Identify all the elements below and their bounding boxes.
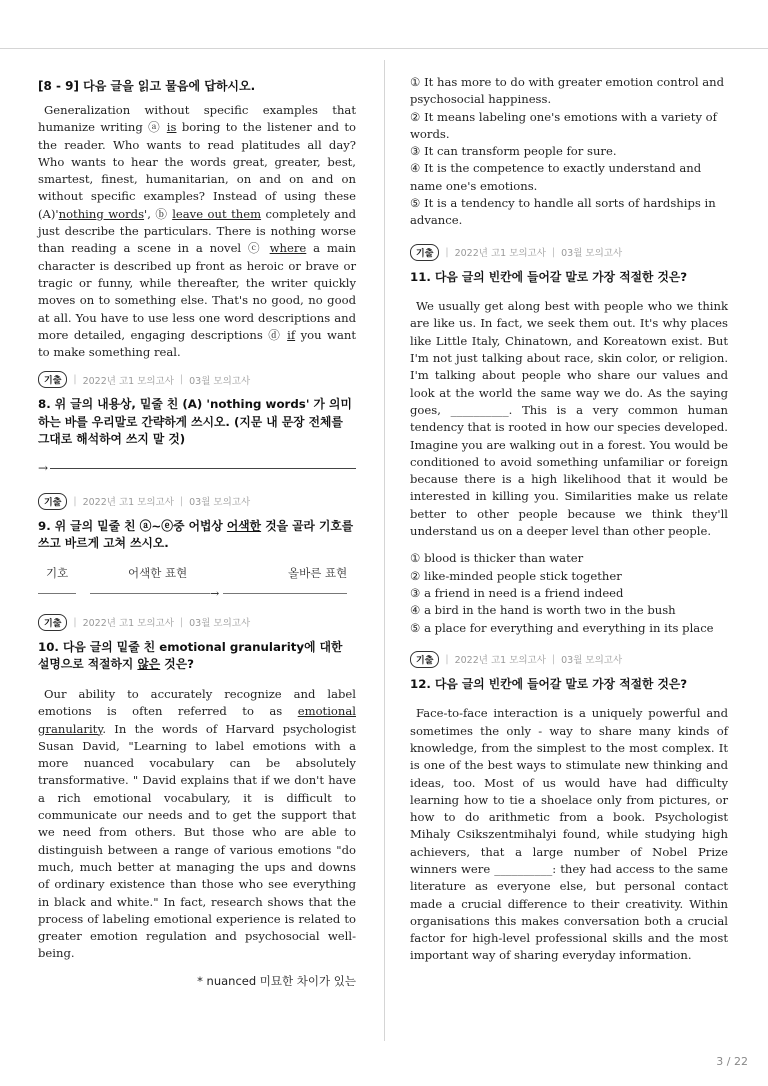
option[interactable]: ③ It can transform people for sure. [410,144,617,159]
option[interactable]: ③ a friend in need is a friend indeed [410,585,624,600]
option[interactable]: ⑤ a place for everything and everything in its place [410,620,714,635]
passage-12: Face-to-face interaction is a uniquely powerful and sometimes the only - way to share many kinds of knowledge, from the simplest to the most complex. It is one of the best ways to stimulate new thinking and ideas, too. Most of us would have had difficulty learning how to tie a shoelace only from pictures, or how to do arithmetic from a book. Psychologist Mihaly Csikszentmihalyi found, while studying high achievers, that a large number of Nobel Prize winners were __________: they had access to the same literature as everyone else, but personal contact made a crucial difference to their creativity. Within organisations this makes conversation both a crucial factor for high-level professional skills and the most important way of sharing everyday information. [410,706,728,963]
passage-11: We usually get along best with people who we think are like us. In fact, we seek them out. It's why places like Little Italy, Chinatown, and Koreatown exist. But I'm not just talking about race, skin color, or religion. I'm talking about people who share our values and look at the world the same way we do. As the saying goes, __________. This is a very common human tendency that is rooted in how our species developed. Imagine you are walking out in a forest. You would be conditioned to avoid something unfamiliar or foreign because there is a high likelihood that it would be interested in killing you. Similarities make us relate better to other people because we think they'll understand us on a deeper level than other people. [410,299,728,539]
q11-options [410,550,728,636]
option[interactable]: ② like-minded people stick together [410,568,622,583]
option[interactable]: ⑤ It is a tendency to handle all sorts of hardships in advance. [410,196,716,228]
question-10-title: 10. 다음 글의 밑줄 친 emotional granularity에 대한 설명으로 적절하지 않은 것은? [38,639,343,672]
tag-badge: 기출 [38,371,67,388]
question-11-title: 11. 다음 글의 빈칸에 들어갈 말로 가장 적절한 것은? [410,269,688,284]
question-12-title: 12. 다음 글의 빈칸에 들어갈 말로 가장 적절한 것은? [410,676,688,691]
source-tag: 기출 | 2022년 고1 모의고사 | 03월 모의고사 [38,493,356,510]
header-rule [0,48,768,49]
tag-badge: 기출 [410,651,439,668]
page-number: 3 / 22 [716,1055,748,1068]
tag-badge: 기출 [38,493,67,510]
source-tag: 기출 | 2022년 고1 모의고사 | 03월 모의고사 [410,651,728,668]
option[interactable]: ① It has more to do with greater emotion control and psychosocial happiness. [410,75,725,107]
option[interactable]: ① blood is thicker than water [410,551,584,566]
q9-column-headers: 기호 어색한 표현 올바른 표현 [46,565,348,580]
section-header: [8 - 9] 다음 글을 읽고 물음에 답하시오. [38,79,256,93]
option[interactable]: ④ a bird in the hand is worth two in the bush [410,603,676,618]
q10-options [410,74,728,230]
option[interactable]: ② It means labeling one's emotions with a variety of words. [410,109,717,141]
footnote: * nuanced 미묘한 차이가 있는 [197,973,356,988]
q8-answer-line[interactable]: → [38,461,356,475]
question-9-title: 9. 위 글의 밑줄 친 ⓐ~ⓔ중 어법상 어색한 것을 골라 기호를 쓰고 바르게 고쳐 쓰시오. [38,518,354,551]
source-tag: 기출 | 2022년 고1 모의고사 | 03월 모의고사 [38,371,356,388]
passage-10: Our ability to accurately recognize and label emotions is often referred to as emotional granularity. In the words of Harvard psychologist Susan David, "Learning to label emotions with a more nuanced vocabulary can be absolutely transformative. " David explains that if we don't have a rich emotional vocabulary, it is difficult to communicate our needs and to get the support that we need from others. But those who are able to distinguish between a range of various emotions "do much, much better at managing the ups and downs of ordinary existence than those who see everything in black and white." In fact, research shows that the process of labeling emotional experience is related to greater emotion regulation and psychosocial well-being. [38,686,356,961]
option[interactable]: ④ It is the competence to exactly understand and name one's emotions. [410,161,702,193]
tag-badge: 기출 [38,614,67,631]
tag-badge: 기출 [410,244,439,261]
q9-answer-lines[interactable]: → [38,587,356,600]
source-tag: 기출 | 2022년 고1 모의고사 | 03월 모의고사 [410,244,728,261]
left-column [38,74,356,989]
source-tag: 기출 | 2022년 고1 모의고사 | 03월 모의고사 [38,614,356,631]
right-column [410,74,728,965]
question-8-title: 8. 위 글의 내용상, 밑줄 친 (A) 'nothing words' 가 의미하는 바를 우리말로 간략하게 쓰시오. (지문 내 문장 전체를 그대로 해석하여 쓰지 말 것) [38,397,352,447]
column-divider [384,60,385,1041]
passage-8-9: Generalization without specific examples that humanize writing ⓐ is boring to the listener and to the reader. Who wants to read platitudes all day? Who wants to hear the words great, greater, best, smartest, finest, humanitarian, on and on and on without specific examples? Instead of using these (A)'nothing words', ⓑ leave out them completely and just describe the particulars. There is nothing worse than reading a scene in a novel ⓒ where a main character is described up front as heroic or brave or tragic or funny, while thereafter, the writer quickly moves on to something else. That's no good, no good at all. You have to use less one word descriptions and more detailed, engaging descriptions ⓓ if you want to make something real. [38,103,356,360]
